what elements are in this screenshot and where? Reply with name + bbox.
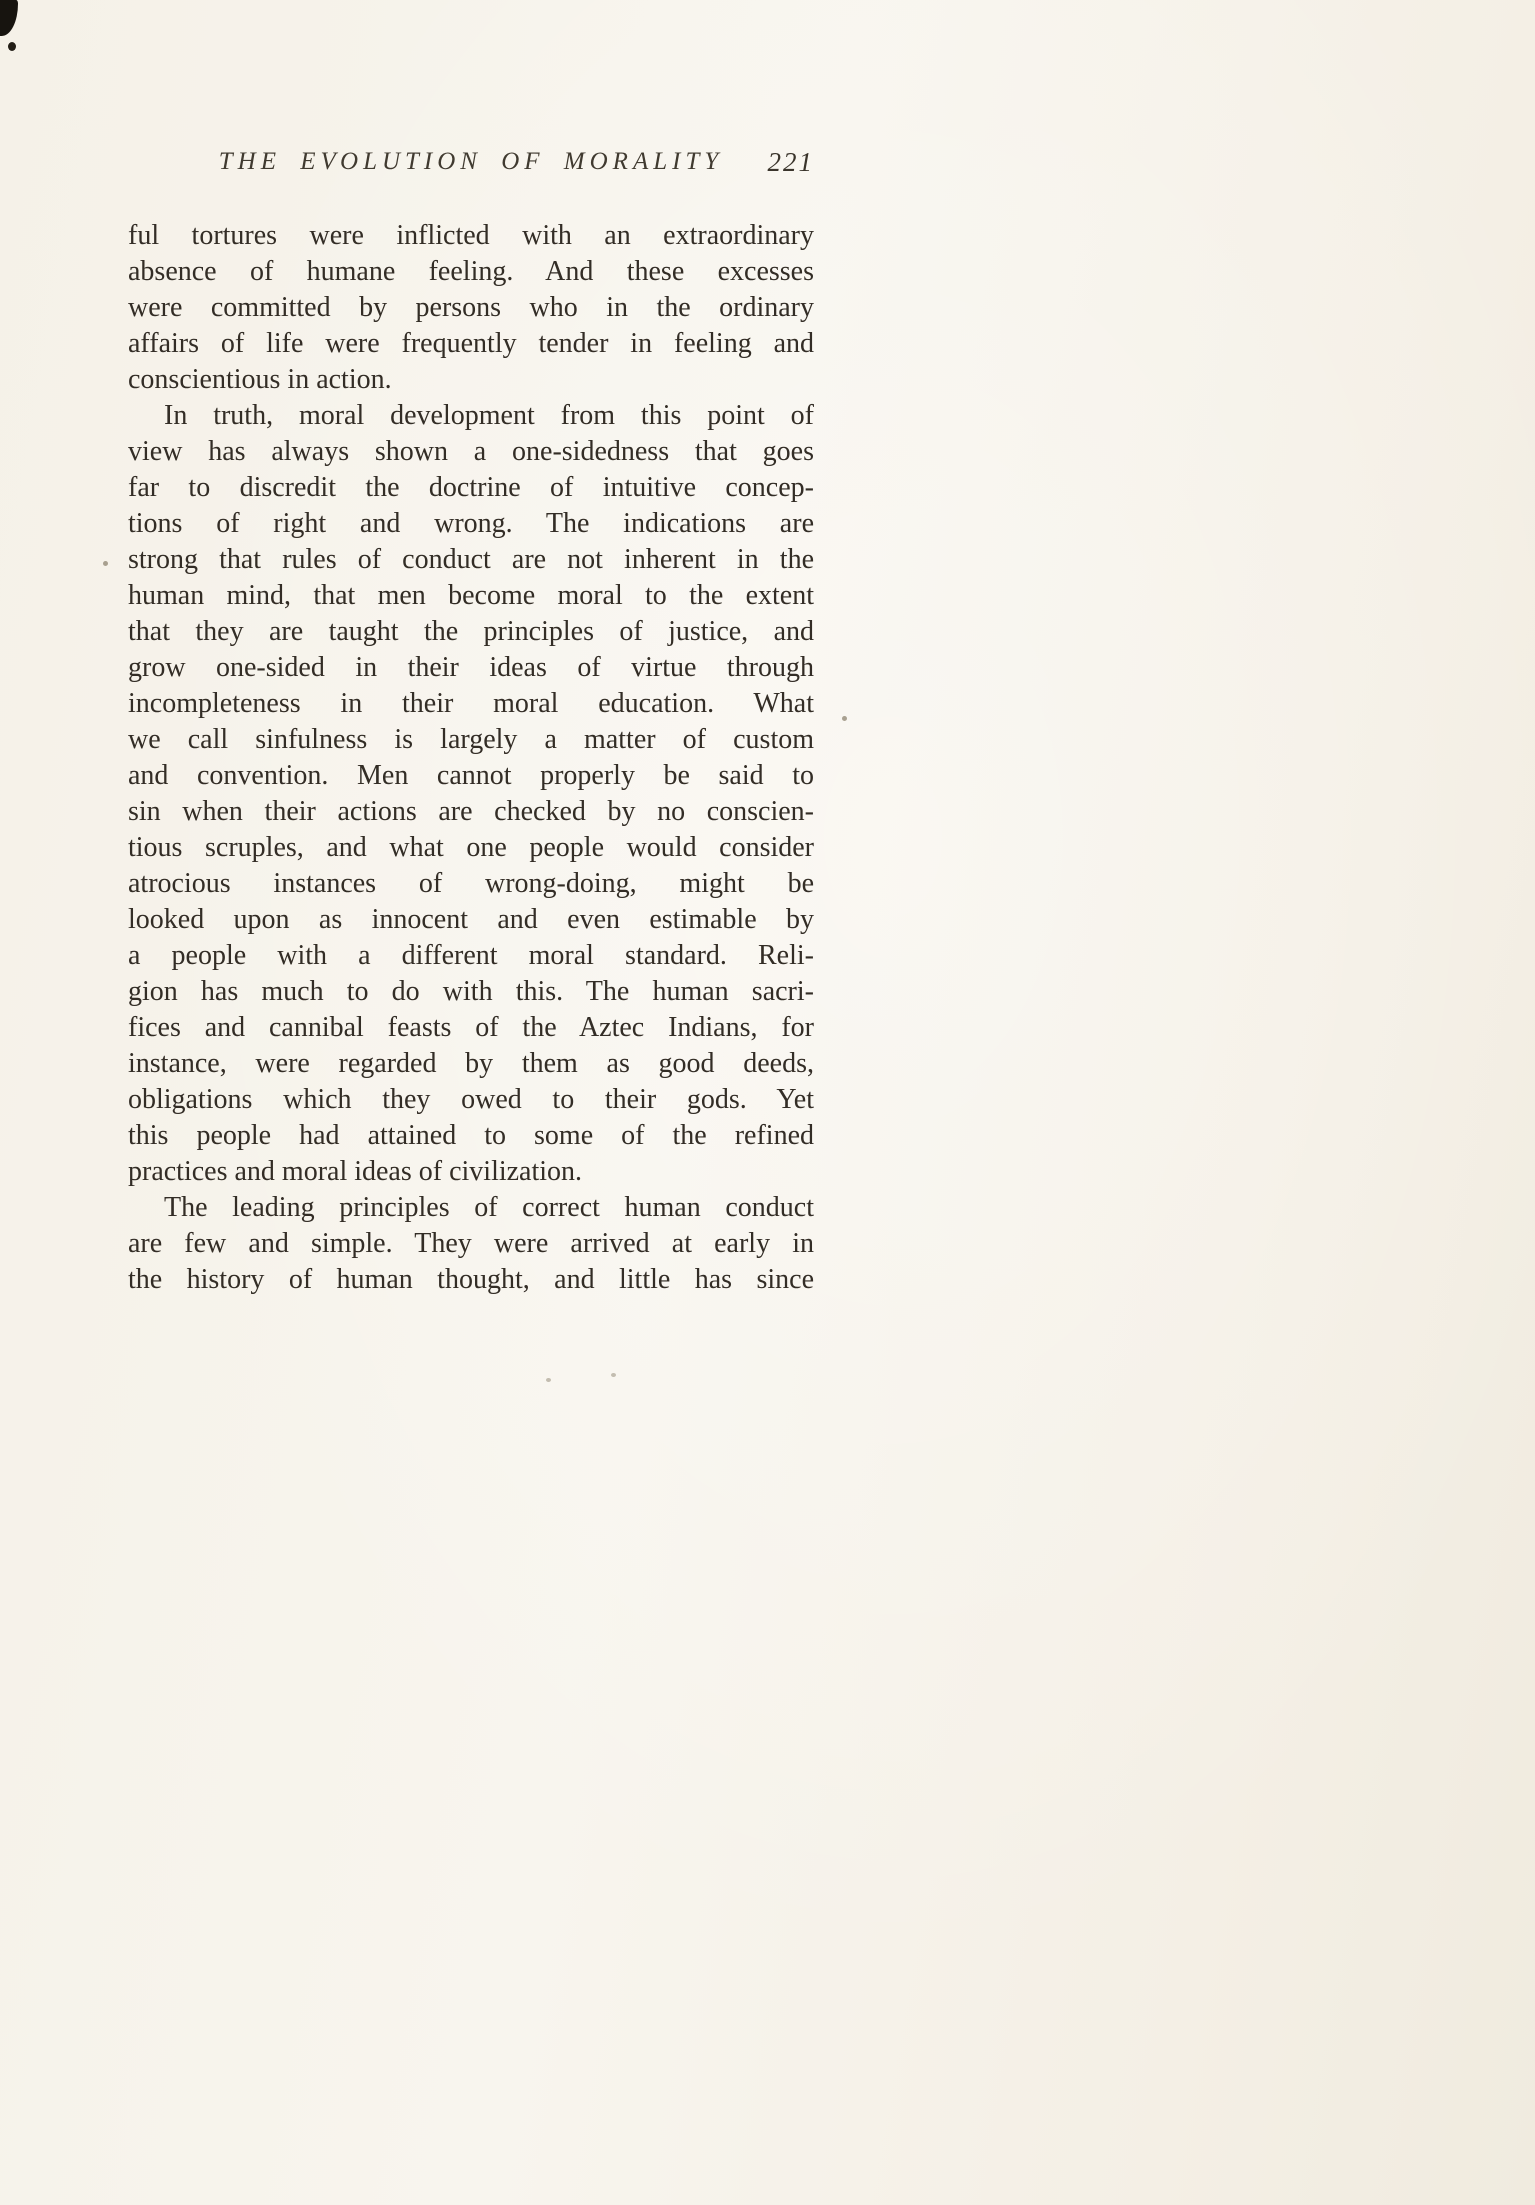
text-line: incompleteness in their moral education. What (128, 688, 814, 719)
text-line: obligations which they owed to their gods. Yet (128, 1084, 814, 1115)
page-header (128, 148, 814, 188)
text-line: practices and moral ideas of civilization. (128, 1156, 583, 1187)
text-line: In truth, moral development from this point of (164, 400, 814, 431)
text-line: sin when their actions are checked by no conscien- (128, 796, 814, 827)
running-title: THE EVOLUTION OF MORALITY (218, 148, 724, 175)
text-line: strong that rules of conduct are not inherent in the (128, 544, 814, 575)
text-block (128, 218, 814, 1298)
text-line: grow one-sided in their ideas of virtue through (128, 652, 814, 683)
scan-artifact (546, 1378, 551, 1382)
text-line: view has always shown a one-sidedness that goes (128, 436, 814, 467)
text-line: and convention. Men cannot properly be said to (128, 760, 814, 791)
text-line: conscientious in action. (128, 364, 392, 395)
scan-artifact (0, 0, 18, 36)
text-line: affairs of life were frequently tender in feeling and (128, 328, 814, 359)
text-line: a people with a different moral standard. Reli- (128, 940, 814, 971)
text-line: that they are taught the principles of justice, and (128, 616, 814, 647)
text-line: The leading principles of correct human conduct (164, 1192, 814, 1223)
text-line: looked upon as innocent and even estimable by (128, 904, 814, 935)
scan-artifact (103, 561, 108, 566)
text-line: fices and cannibal feasts of the Aztec Indians, for (128, 1012, 814, 1043)
scan-artifact (842, 716, 847, 721)
text-line: are few and simple. They were arrived at early in (128, 1228, 814, 1259)
text-line: atrocious instances of wrong-doing, might be (128, 868, 814, 899)
text-line: we call sinfulness is largely a matter of custom (128, 724, 814, 755)
text-line: human mind, that men become moral to the extent (128, 580, 814, 611)
paragraph (128, 1190, 814, 1298)
text-line: the history of human thought, and little has since (128, 1264, 814, 1295)
text-line: far to discredit the doctrine of intuitive concep- (128, 472, 814, 503)
text-line: tious scruples, and what one people would consider (128, 832, 814, 863)
text-line: tions of right and wrong. The indications are (128, 508, 814, 539)
text-line: instance, were regarded by them as good deeds, (128, 1048, 814, 1079)
scan-artifact (611, 1373, 616, 1377)
paragraph (128, 398, 814, 1190)
text-line: gion has much to do with this. The human sacri- (128, 976, 814, 1007)
scan-artifact (8, 42, 16, 51)
text-line: were committed by persons who in the ordinary (128, 292, 814, 323)
text-line: ful tortures were inflicted with an extraordinary (128, 220, 814, 251)
text-line: absence of humane feeling. And these excesses (128, 256, 814, 287)
paragraph (128, 218, 814, 398)
page-number: 221 (767, 147, 814, 177)
text-line: this people had attained to some of the refined (128, 1120, 814, 1151)
